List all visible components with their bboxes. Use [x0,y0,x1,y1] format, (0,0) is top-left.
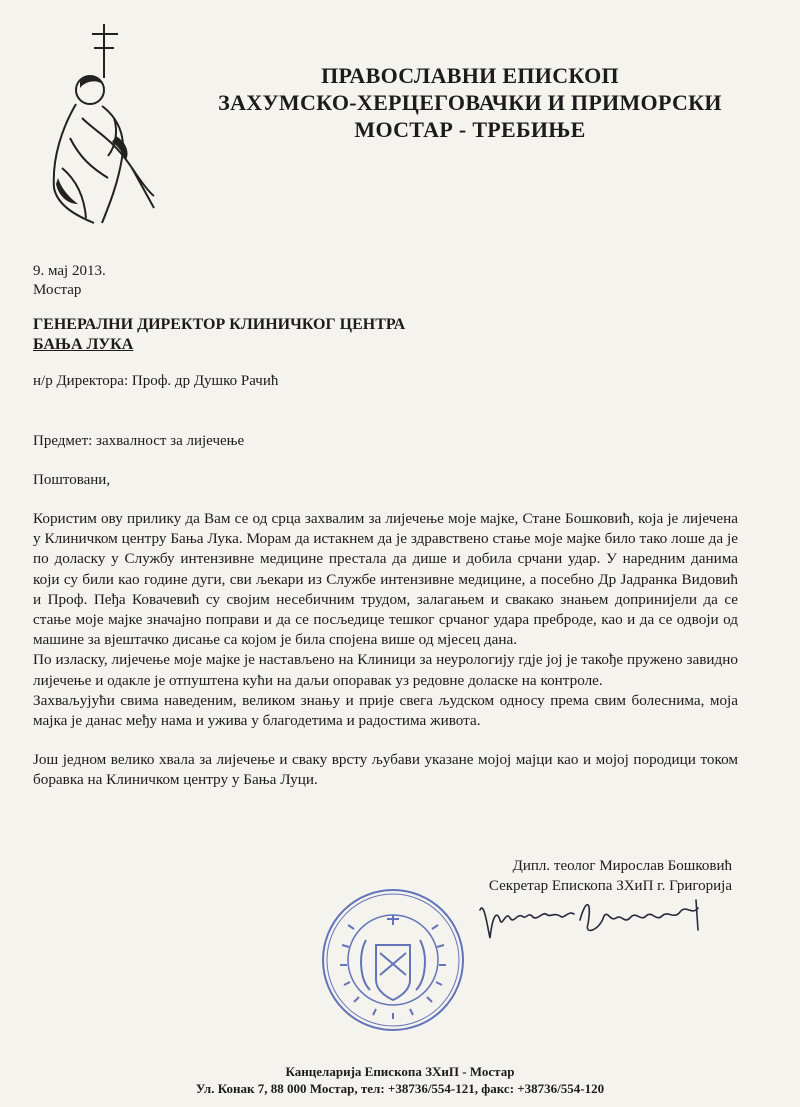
body-paragraph: Захваљујући свима наведеним, великом знању и прије свега људском односу према свим болеснима, моја мајка је данас међу нама и ужива у благодетима и радостима живота. [33,691,738,730]
signatory-name: Дипл. теолог Мирослав Бошковић [512,858,732,874]
handwritten-signature [470,890,720,950]
recipient-title: ГЕНЕРАЛНИ ДИРЕКТОР КЛИНИЧКОГ ЦЕНТРА [33,316,406,333]
signatory-title: Секретар Епископа ЗХиП г. Григорија [488,878,732,894]
letterhead [190,62,750,143]
letter-body [33,509,738,791]
recipient-city: БАЊА ЛУКА [33,336,134,353]
letter-city: Мостар [33,282,82,298]
attention-line: н/р Директора: Проф. др Душко Рачић [33,373,279,389]
recipient [33,315,405,355]
subject-line: Предмет: захвалност за лијечење [33,433,245,449]
saint-emblem-icon [22,18,162,228]
greeting: Поштовани, [33,472,111,488]
body-paragraph: По изласку, лијечење моје мајке је настављено на Клиници за неурологију гдје јој је такође пружено завидно лијечење и одакле је отпуштена кући на даљи опоравак уз редовне доласке на контроле. [33,651,738,689]
official-seal-icon [318,885,468,1035]
letterhead-line-1: ПРАВОСЛАВНИ ЕПИСКОП [321,63,619,88]
footer [0,1063,800,1097]
footer-office: Канцеларија Епископа ЗХиП - Мостар [285,1064,515,1079]
letterhead-line-2: ЗАХУМСКО-ХЕРЦЕГОВАЧКИ И ПРИМОРСКИ [218,90,722,115]
letter-date: 9. мај 2013. [33,263,106,279]
body-paragraph: Још једном велико хвала за лијечење и сваку врсту љубави указане мојој мајци као и мојој породици током боравка на Клиничком центру у Бања Луци. [33,751,738,789]
footer-address: Ул. Конак 7, 88 000 Мостар, тел: +38736/554-121, факс: +38736/554-120 [195,1081,605,1096]
body-paragraph: Користим ову прилику да Вам се од срца захвалим за лијечење моје мајке, Стане Бошковић, која је лијечена у Клиничком центру Бања Лука. Морам да истакнем да је здравствено стање моје мајке било тако лоше да је по доласку у Службу интензивне медицине престала да дише и добила срчани удар. У наредним данима који су били као године дуги, сви љекари из Службе интензивне медицине, а посебно Др Јадранка Видовић и Проф. Пеђа Ковачевић су својим несебичним трудом, залагањем и свакако знањем допринијели да се стање моје мајке значајно поправи и да се посљедице тешког срчаног удара преброде, као и да се одвоји од машине за вјештачко дисање са којом је била спојена више од мјесец дана. [33,510,738,649]
letterhead-line-3: МОСТАР - ТРЕБИЊЕ [354,117,586,142]
